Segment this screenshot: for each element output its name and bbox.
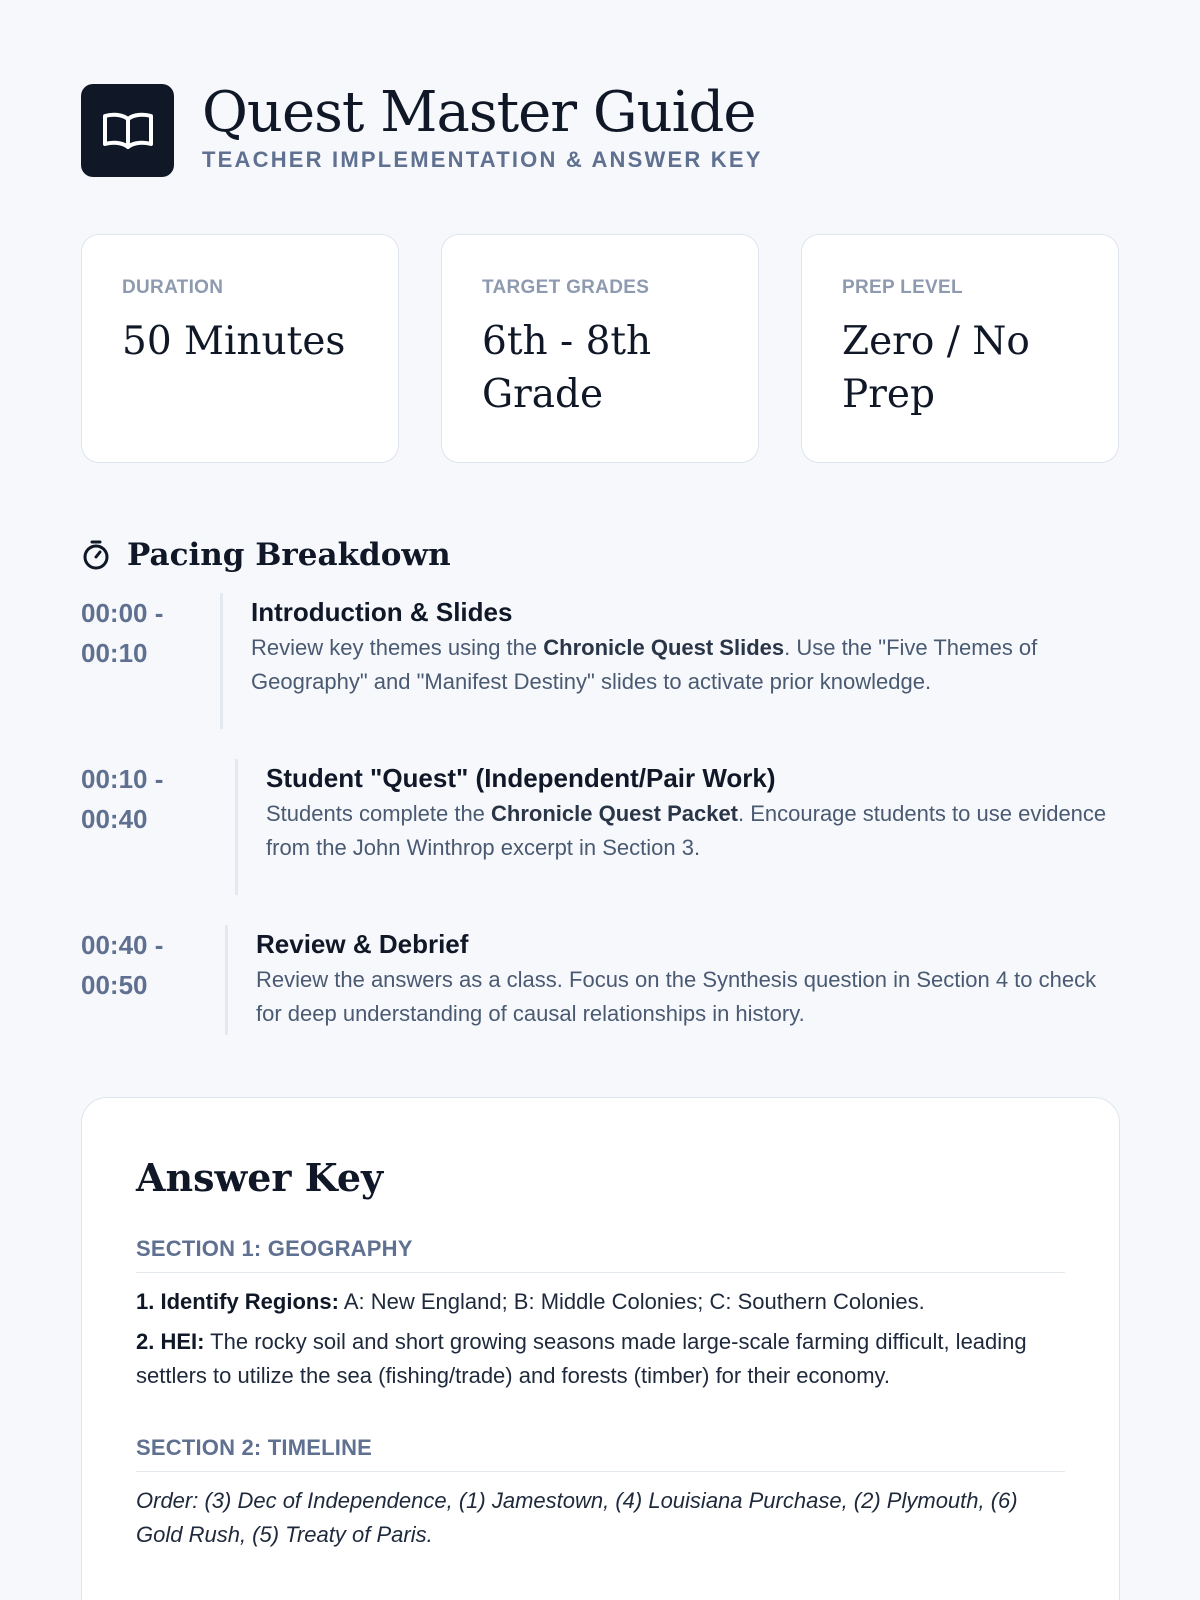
stat-value: 6th - 8th Grade bbox=[482, 319, 652, 417]
pacing-body bbox=[225, 925, 1120, 1035]
time-start: 00:10 - bbox=[81, 764, 164, 794]
time-start: 00:00 - bbox=[81, 598, 164, 628]
stat-value: Zero / No Prep bbox=[842, 319, 1030, 417]
time-end: 00:50 bbox=[81, 970, 148, 1000]
answer-line: Order: (3) Dec of Independence, (1) Jamestown, (4) Louisiana Purchase, (2) Plymouth, (6) Gold Rush, (5) Treaty of Paris. bbox=[136, 1488, 1018, 1547]
guide-page bbox=[81, 79, 1120, 1600]
answer-line: 2. HEI: The rocky soil and short growing seasons made large-scale farming difficult, leading settlers to utilize the sea (fishing/trade) and forests (timber) for their economy. bbox=[136, 1329, 1027, 1388]
answer-key-title: Answer Key bbox=[136, 1155, 384, 1200]
stat-label: DURATION bbox=[122, 277, 224, 298]
pacing-title: Pacing Breakdown bbox=[127, 537, 451, 573]
page-header bbox=[81, 79, 1120, 177]
pacing-item-title: Review & Debrief bbox=[256, 929, 469, 959]
page-title: Quest Master Guide bbox=[202, 79, 756, 145]
pacing-item-title: Student "Quest" (Independent/Pair Work) bbox=[266, 763, 776, 793]
pacing-time bbox=[81, 593, 220, 729]
time-start: 00:40 - bbox=[81, 930, 164, 960]
time-end: 00:40 bbox=[81, 804, 148, 834]
pacing-item bbox=[81, 593, 1120, 729]
pacing-body bbox=[220, 593, 1120, 729]
stat-cards bbox=[81, 234, 1120, 463]
stat-card-duration bbox=[81, 234, 399, 463]
section-heading: SECTION 2: TIMELINE bbox=[136, 1435, 1065, 1472]
stat-label: TARGET GRADES bbox=[482, 277, 650, 298]
pacing-time bbox=[81, 925, 225, 1035]
pacing-list bbox=[81, 593, 1120, 1035]
pacing-header bbox=[81, 535, 1120, 575]
time-end: 00:10 bbox=[81, 638, 148, 668]
pacing-item bbox=[81, 759, 1120, 895]
stopwatch-icon bbox=[81, 539, 111, 571]
stat-card-target-grades bbox=[441, 234, 759, 463]
pacing-item-desc: Students complete the Chronicle Quest Packet. Encourage students to use evidence from the John Winthrop excerpt in Section 3. bbox=[266, 801, 1107, 860]
stat-label: PREP LEVEL bbox=[842, 277, 963, 298]
page-subtitle: TEACHER IMPLEMENTATION & ANSWER KEY bbox=[202, 146, 763, 172]
pacing-item-desc: Review key themes using the Chronicle Quest Slides. Use the "Five Themes of Geography" and "Manifest Destiny" slides to activate prior knowledge. bbox=[251, 635, 1038, 694]
pacing-body bbox=[235, 759, 1120, 895]
stat-value: 50 Minutes bbox=[122, 319, 346, 364]
open-book-icon bbox=[81, 84, 174, 177]
pacing-item bbox=[81, 925, 1120, 1035]
stat-card-prep-level bbox=[801, 234, 1119, 463]
section-heading: SECTION 1: GEOGRAPHY bbox=[136, 1236, 1065, 1273]
answer-line: 1. Identify Regions: A: New England; B: Middle Colonies; C: Southern Colonies. bbox=[136, 1289, 925, 1314]
pacing-time bbox=[81, 759, 235, 895]
pacing-item-title: Introduction & Slides bbox=[251, 597, 513, 627]
pacing-item-desc: Review the answers as a class. Focus on the Synthesis question in Section 4 to check for deep understanding of causal relationships in history. bbox=[256, 967, 1097, 1026]
answer-key-card bbox=[81, 1097, 1120, 1600]
